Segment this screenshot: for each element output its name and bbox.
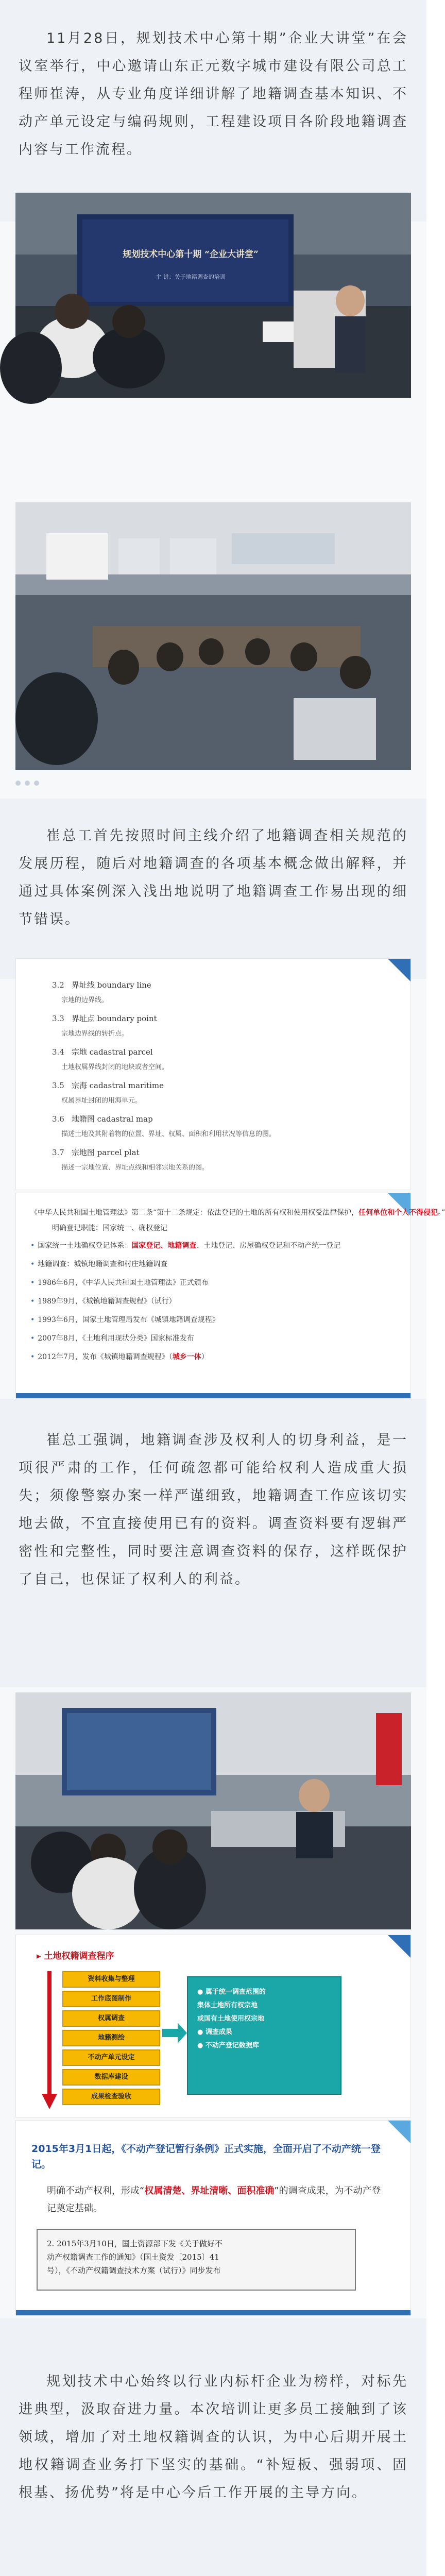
lecture-photo-3 xyxy=(15,1692,411,1929)
closing-text-card xyxy=(0,2318,426,2576)
term-definition: 描述土地及其附着物的位置、界址、权属、面积和利用状况等信息的图。 xyxy=(61,1130,276,1138)
decree-slide xyxy=(15,2120,411,2316)
intro-paragraph: 11月28日，规划技术中心第十期”企业大讲堂”在会议室举行，中心邀请山东正元数字城市建设有限公司总工程师崔涛，从专业角度详细讲解了地籍调查基本知识、不动产单元设定与编码规则，工程建设项目各阶段地籍调查内容与工作流程。 xyxy=(19,30,408,158)
history-paragraph: 崔总工首先按照时间主线介绍了地籍调查相关规范的发展历程，随后对地籍调查的各项基本概念做出解释，并通过具体案例深入浅出地说明了地籍调查工作易出现的细节错误。 xyxy=(19,828,408,927)
term-name: 界址线 boundary line xyxy=(71,980,151,990)
term-name: 界址点 boundary point xyxy=(71,1014,157,1023)
decree-notice-box xyxy=(37,2229,356,2291)
term-number: 3.3 xyxy=(52,1014,64,1023)
flow-info-panel xyxy=(187,1976,341,2095)
panel-line: ● 调查成果 xyxy=(197,2028,232,2036)
term-definition: 宗地的边界线。 xyxy=(61,996,109,1004)
law-line: • 1993年6月，国家土地管理局发布《城镇地籍调查规程》 xyxy=(30,1316,219,1324)
flow-step: 资料收集与整理 xyxy=(62,1971,160,1988)
lecture-photo-1 xyxy=(15,193,411,398)
term-number: 3.2 xyxy=(52,980,64,990)
gallery-dot xyxy=(34,781,39,786)
law-line: 明确登记职能：国家统一、确权登记 xyxy=(52,1224,167,1232)
flow-step: 不动产单元设定 xyxy=(62,2049,160,2066)
term-number: 3.4 xyxy=(52,1047,64,1057)
lecture-photo-3-graphic xyxy=(15,1692,411,1929)
gallery-dot xyxy=(15,781,21,786)
notice-line: 号），《不动产权籍调查技术方案（试行）》同步发布 xyxy=(47,2266,221,2275)
emphasis-text-card xyxy=(0,1399,426,1687)
flow-step: 权属调查 xyxy=(62,2010,160,2027)
flowchart-slide xyxy=(15,1935,411,2117)
laws-slide xyxy=(15,1193,445,1399)
lecture-photo-2 xyxy=(15,502,411,770)
term-definition: 权属界址封闭的用海单元。 xyxy=(61,1097,142,1105)
term-number: 3.6 xyxy=(52,1114,64,1124)
terms-slide xyxy=(15,958,411,1190)
law-line: 《中华人民共和国土地管理法》第二条“第十二条规定：依法登记的土地的所有权和使用权受法律保护，任何单位和个人不得侵犯。” xyxy=(30,1209,445,1217)
flow-down-arrow xyxy=(42,1971,57,2110)
flow-right-arrow xyxy=(162,2023,187,2043)
panel-line: ● 属于统一调查范围的 xyxy=(197,1988,266,1996)
slide-bottom-bar xyxy=(16,1393,410,1398)
term-item xyxy=(52,1046,168,1073)
term-item xyxy=(52,979,151,1006)
notice-line: 2. 2015年3月10日，国土资源部下发《关于做好不 xyxy=(47,2239,222,2248)
term-number: 3.7 xyxy=(52,1148,64,1157)
flowchart-title: ▸ 土地权籍调查程序 xyxy=(37,1951,114,1961)
term-definition: 土地权属界线封闭的地块或者空间。 xyxy=(61,1063,169,1071)
term-name: 宗地 cadastral parcel xyxy=(71,1047,153,1057)
slide-bottom-bar xyxy=(16,2310,410,2315)
flow-step: 地籍测绘 xyxy=(62,2030,160,2046)
closing-paragraph: 规划技术中心始终以行业内标杆企业为榜样，对标先进典型，汲取奋进力量。本次培训让更多员工接触到了该领域，增加了对土地权籍调查的认识，为中心后期开展土地权籍调查业务打下坚实的基础。“补短板、强弱项、固根基、扬优势”将是中心今后工作开展的主导方向。 xyxy=(19,2374,408,2501)
law-line: • 1989年9月，《城镇地籍调查规程》（试行） xyxy=(30,1297,176,1306)
term-item xyxy=(52,1080,164,1106)
term-item xyxy=(52,1013,157,1039)
term-definition: 描述一宗地位置、界址点线和相邻宗地关系的图。 xyxy=(61,1164,209,1172)
flow-step: 数据库建设 xyxy=(62,2069,160,2086)
law-line: • 1986年6月，《中华人民共和国土地管理法》正式颁布 xyxy=(30,1279,209,1287)
decree-title: 2015年3月1日起，《不动产登记暂行条例》正式实施，全面开启了不动产统一登记。 xyxy=(31,2143,381,2170)
term-item xyxy=(52,1113,276,1140)
photo-gallery-dots xyxy=(15,781,39,786)
intro-text-card xyxy=(0,0,426,222)
gallery-dot xyxy=(25,781,30,786)
panel-line: 或国有土地使用权宗地 xyxy=(197,2015,265,2023)
decree-body: 明确不动产权利，形成“权属清楚、界址清晰、面积准确”的调查成果，为不动产登记奠定基础。 xyxy=(47,2185,381,2214)
banner-slide-text: 规划技术中心第十期 “企业大讲堂” xyxy=(123,249,259,260)
term-number: 3.5 xyxy=(52,1081,64,1090)
term-name: 宗地图 parcel plat xyxy=(71,1148,140,1157)
banner-slide-subtitle: 主 讲：关于地籍调查的培训 xyxy=(156,274,226,280)
panel-line: ● 不动产登记数据库 xyxy=(197,2042,259,2049)
term-item xyxy=(52,1147,209,1173)
history-text-card xyxy=(0,799,426,979)
slide-corner-decoration xyxy=(388,959,410,981)
panel-line: 集体土地所有权宗地 xyxy=(197,2002,258,2009)
emphasis-paragraph: 崔总工强调，地籍调查涉及权利人的切身利益，是一项很严肃的工作，任何疏忽都可能给权利人造成重大损失；须像警察办案一样严谨细致，地籍调查工作应该切实地去做，不宜直接使用已有的资料。调查资料要有逻辑严密性和完整性，同时要注意调查资料的保存，这样既保护了自己，也保证了权利人的利益。 xyxy=(19,1432,408,1587)
slide-corner-decoration xyxy=(388,2121,410,2143)
term-name: 宗海 cadastral maritime xyxy=(71,1081,164,1090)
term-definition: 宗地边界线的转折点。 xyxy=(61,1030,129,1038)
term-name: 地籍图 cadastral map xyxy=(71,1114,153,1124)
law-line: • 2012年7月，发布《城镇地籍调查规程》（城乡一体） xyxy=(30,1353,209,1361)
flow-step: 成果检查验收 xyxy=(62,2089,160,2105)
lecture-photo-2-graphic xyxy=(15,502,411,770)
law-line: • 地籍调查：城镇地籍调查和村庄地籍调查 xyxy=(30,1260,168,1268)
slide-corner-decoration xyxy=(388,1935,410,1958)
flow-step: 工作底图制作 xyxy=(62,1991,160,2007)
law-line: • 2007年8月，《土地利用现状分类》国家标准发布 xyxy=(30,1334,194,1343)
lecture-photo-1-graphic xyxy=(15,193,411,398)
law-line: • 国家统一土地确权登记体系：国家登记、地籍调查、土地登记、房屋确权登记和不动产统一登记 xyxy=(30,1242,341,1250)
notice-line: 动产权籍调查工作的通知》（国土资发〔2015〕41 xyxy=(47,2252,219,2262)
